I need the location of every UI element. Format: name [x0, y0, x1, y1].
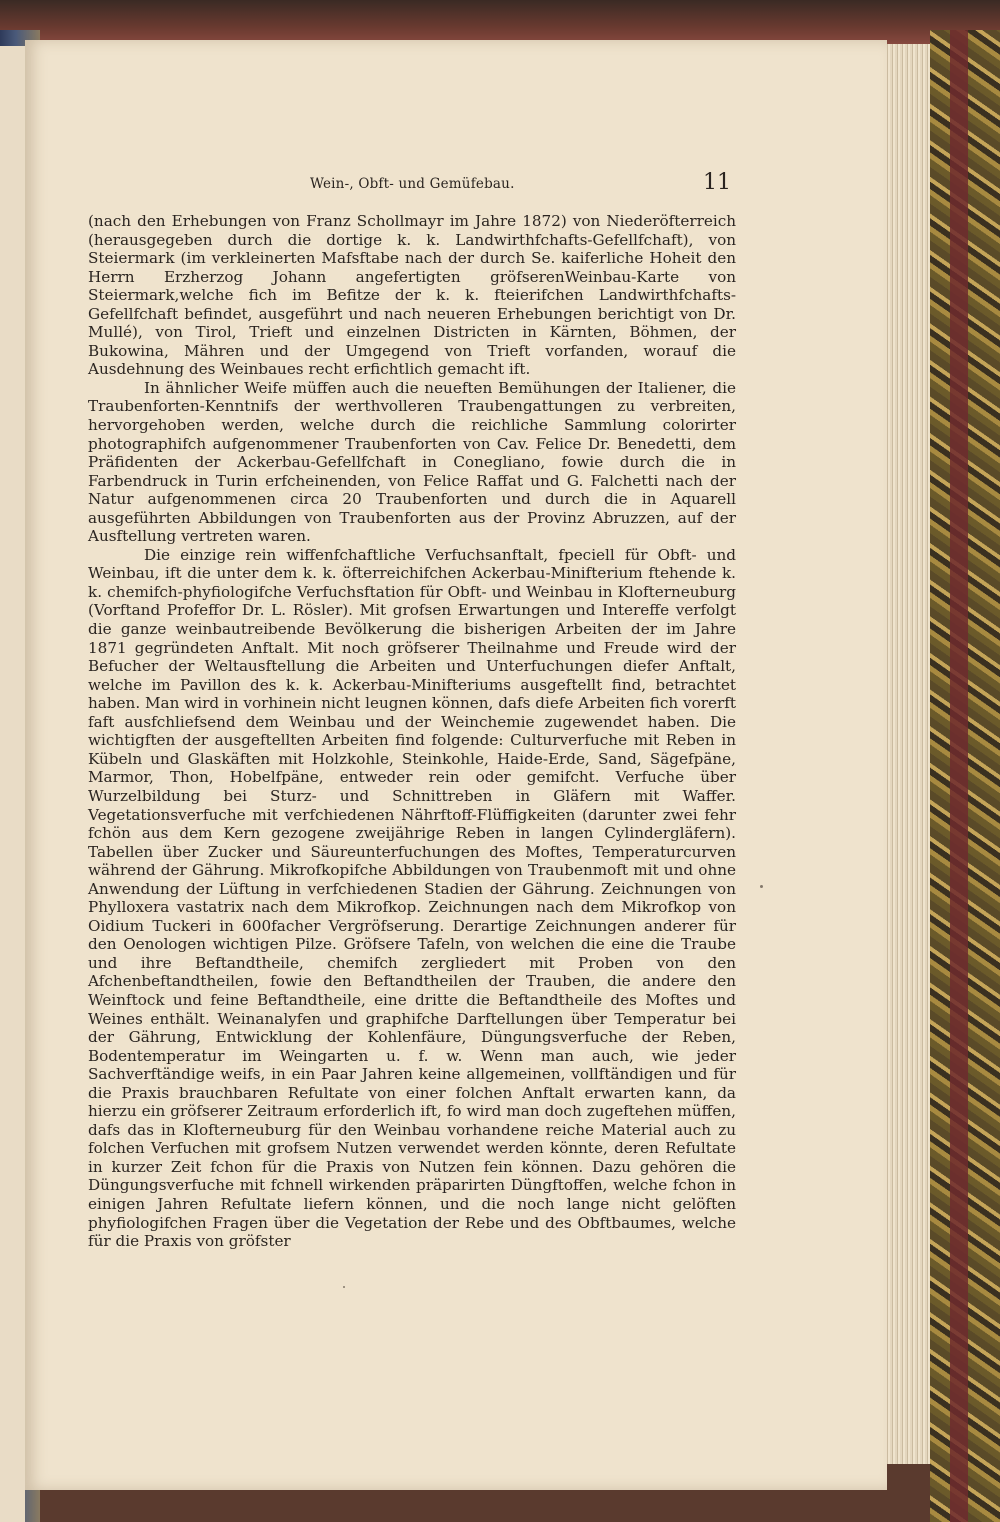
dust-speck [343, 1286, 345, 1288]
left-page-edge [0, 46, 25, 1522]
paragraph: Die einzige rein wiffenfchaftliche Verfuchsanftalt, fpeciell für Obft- und Weinbau, ift die unter dem k. k. öfterreichifchen Ackerbau-Minifterium ftehende k. k. chemifch-phyfiologifche Verfuchsftation für Obft- und Weinbau in Klofterneuburg (Vorftand Profeffor Dr. L. Rösler). Mit grofsen Erwartungen und Intereffe verfolgt die ganze weinbautreibende Bevölkerung die bisherigen Arbeiten der im Jahre 1871 gegründeten Anftalt. Mit noch gröfserer Theilnahme und Freude wird der Befucher der Weltausftellung die Arbeiten und Unterfuchungen diefer Anftalt, welche im Pavillon des k. k. Ackerbau-Minifteriums ausgeftellt find, betrachtet haben. Man wird in vorhinein nicht leugnen können, dafs diefe Arbeiten fich vorerft faft ausfchliefsend dem Weinbau und der Weinchemie zugewendet haben. Die wichtigften der ausgeftellten Arbeiten find folgende: Culturverfuche mit Reben in Kübeln und Glaskäften mit Holzkohle, Steinkohle, Haide-Erde, Sand, Sägefpäne, Marmor, Thon, Hobelfpäne, entweder rein oder gemifcht. Verfuche über Wurzelbildung bei Sturz- und Schnittreben in Gläfern mit Waffer. Vegetationsverfuche mit verfchiedenen Nährftoff-Flüffigkeiten (darunter zwei fehr fchön aus dem Kern gezogene zweijährige Reben in langen Cylindergläfern). Tabellen über Zucker und Säureunterfuchungen des Moftes, Temperaturcurven während der Gährung. Mikrofkopifche Abbildungen von Traubenmoft mit und ohne Anwendung der Lüftung in verfchiedenen Stadien der Gährung. Zeichnungen von Phylloxera vastatrix nach dem Mikrofkop. Zeichnungen nach dem Mikrofkop von Oidium Tuckeri in 600facher Vergröfserung. Derartige Zeichnungen anderer für den Oenologen wichtigen Pilze. Gröfsere Tafeln, von welchen die eine die Traube und ihre Beftandtheile, chemifch zergliedert mit Proben von den Afchenbeftandtheilen, fowie den Beftandtheilen der Trauben, die andere den Weinftock und feine Beftandtheile, eine dritte die Beftandtheile des Moftes und Weines enthält. Weinanalyfen und graphifche Darftellungen über Temperatur bei der Gährung, Entwicklung der Kohlenfäure, Düngungsverfuche der Reben, Bodentemperatur im Weingarten u. f. w. Wenn man auch, wie jeder Sachverftändige weifs, in ein Paar Jahren keine allgemeinen, vollftändigen und für die Praxis brauchbaren Refultate von einer folchen Anftalt erwarten kann, da hierzu ein gröfserer Zeitraum erforderlich ift, fo wird man doch zugeftehen müffen, dafs das in Klofterneuburg für den Weinbau vorhandene reiche Material auch zu folchen Verfuchen mit grofsem Nutzen verwendet werden könnte, deren Refultate in kurzer Zeit fchon für die Praxis von Nutzen fein können. Dazu gehören die Düngungsverfuche mit fchnell wirkenden präparirten Düngftoffen, welche fchon in einigen Jahren Refultate liefern können, und die noch lange nicht gelöften phyfiologifchen Fragen über die Vegetation der Rebe und des Obftbaumes, welche für die Praxis von gröfster [88, 545, 736, 1251]
dust-speck [760, 885, 763, 888]
leather-spine [950, 30, 968, 1522]
body-text [88, 212, 736, 1251]
running-head: Wein-, Obft- und Gemüfebau. [310, 176, 515, 192]
page-number: 11 [703, 170, 731, 195]
right-book-cover [930, 30, 1000, 1522]
page-edges [885, 44, 930, 1464]
paragraph: In ähnlicher Weife müffen auch die neueften Bemühungen der Italiener, die Traubenforten-Kenntnifs der werthvolleren Traubengattungen zu verbreiten, hervorgehoben werden, welche durch die reichliche Sammlung colorirter photographifch aufgenommener Traubenforten von Cav. Felice Dr. Benedetti, dem Präfidenten der Ackerbau-Gefellfchaft in Conegliano, fowie durch die in Farbendruck in Turin erfcheinenden, von Felice Raffat und G. Falchetti nach der Natur aufgenommenen circa 20 Traubenforten und durch die in Aquarell ausgeführten Abbildungen von Traubenforten aus der Provinz Abruzzen, auf der Ausftellung vertreten waren. [88, 378, 736, 546]
paragraph: (nach den Erhebungen von Franz Schollmayr im Jahre 1872) von Niederöfterreich (herausgegeben durch die dortige k. k. Landwirthfchafts-Gefellfchaft), von Steiermark (im verkleinerten Mafsftabe nach der durch Se. kaiferliche Hoheit den Herrn Erzherzog Johann angefertigten gröfserenWeinbau-Karte von Steiermark,welche fich im Befitze der k. k. fteierifchen Landwirthfchafts-Gefellfchaft befindet, ausgeführt und nach neueren Erhebungen berichtigt von Dr. Mullé), von Tirol, Trieft und einzelnen Districten in Kärnten, Böhmen, der Bukowina, Mähren und der Umgegend von Trieft vorfanden, worauf die Ausdehnung des Weinbaues recht erfichtlich gemacht ift. [88, 212, 736, 379]
